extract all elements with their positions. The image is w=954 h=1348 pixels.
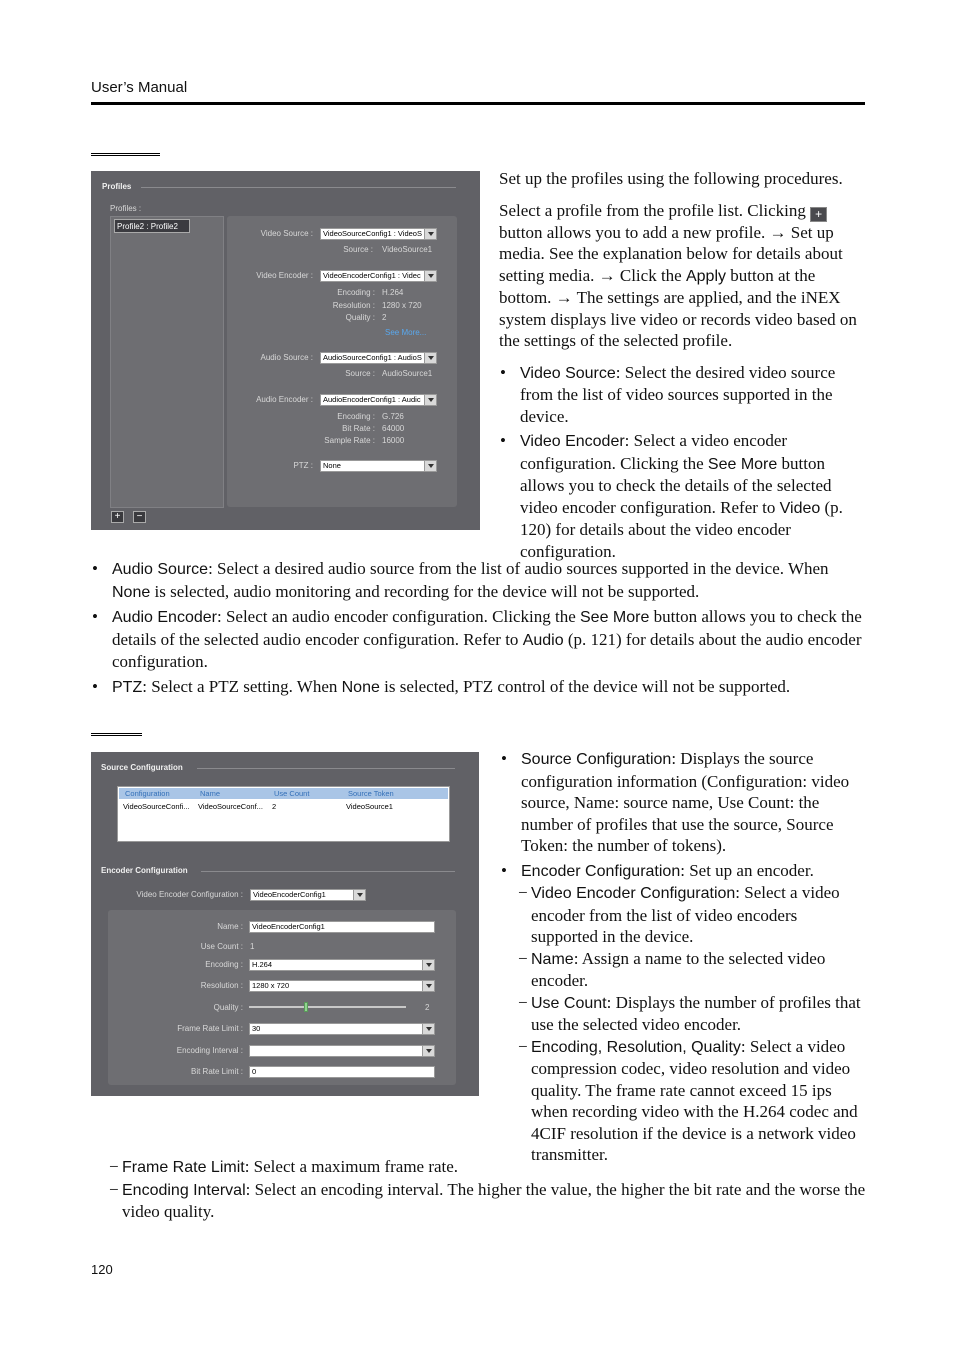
section2-full-subitems (111, 1156, 866, 1223)
profiles-list[interactable] (110, 216, 224, 508)
audio-encoding-label: Encoding : (337, 412, 375, 421)
sub-vec (520, 882, 866, 948)
bullet-video-source (499, 362, 867, 428)
quality-label: Quality : (345, 313, 375, 322)
chevron-down-icon (422, 981, 434, 991)
sub-name (520, 948, 866, 992)
chevron-down-icon (424, 395, 436, 405)
chevron-down-icon (422, 960, 434, 970)
profiles-title: Profiles (102, 182, 132, 191)
term-ei: Encoding Interval (122, 1181, 246, 1199)
chevron-down-icon (422, 1024, 434, 1034)
chevron-down-icon (424, 461, 436, 471)
quality-slider-thumb[interactable] (304, 1002, 308, 1012)
frl-select[interactable] (249, 1023, 435, 1035)
ei-select[interactable] (249, 1045, 435, 1057)
term-name: Name (531, 950, 574, 968)
header-title: User’s Manual (91, 79, 188, 96)
vec-value: VideoEncoderConfig1 (253, 890, 326, 899)
bitrate-label: Bit Rate Limit : (190, 1067, 243, 1076)
table-cell: 2 (272, 802, 277, 811)
desc-frl: : Select a maximum frame rate. (244, 1157, 459, 1176)
desc-audio-source-2: is selected, audio monitoring and recording for the device will not be supported. (154, 581, 700, 601)
header-rule (91, 102, 865, 105)
ei-label: Encoding Interval : (176, 1046, 243, 1055)
term-audio-encoder: Audio Encoder (112, 609, 217, 626)
video-encoder-value: VideoEncoderConfig1 : Videc (323, 271, 421, 280)
term-use-count: Use Count (531, 994, 607, 1012)
vec-label: Video Encoder Configuration : (136, 890, 243, 899)
bullet-encoder-config (500, 860, 866, 883)
audio-src-label: Source : (345, 369, 375, 378)
video-source-value: VideoSourceConfig1 : VideoS (323, 229, 422, 238)
see-more-link[interactable]: See More... (385, 328, 427, 337)
desc-audio-encoder-2: button allows you to check the details of the selected audio encoder configuration. Refer to (112, 607, 862, 649)
quality-value: 2 (425, 1003, 430, 1012)
table-row[interactable] (119, 802, 448, 813)
term-erq: Encoding, Resolution, Quality (531, 1038, 741, 1056)
bullet-audio-source (91, 558, 866, 603)
term-encoder-config: Encoder Configuration (521, 862, 681, 880)
source-config-table[interactable] (117, 786, 450, 842)
encoding-value: H.264 (252, 960, 273, 969)
vec-select[interactable] (250, 889, 366, 901)
audio-source-label: Audio Source : (260, 353, 313, 362)
resolution-label: Resolution : (332, 301, 375, 310)
video-encoder-label: Video Encoder : (256, 271, 313, 280)
profile-settings-panel (227, 216, 457, 507)
name-input[interactable]: VideoEncoderConfig1 (249, 921, 435, 933)
audio-src-value: AudioSource1 (382, 369, 433, 378)
quality-value: 2 (382, 313, 387, 322)
section1-full-bullets (91, 558, 866, 698)
none-ref: None (112, 583, 151, 601)
chevron-down-icon (422, 1046, 434, 1056)
desc-source-config: : Displays the source configuration information (Configuration: video source, Name: source name, Use Count: the number of profiles that use the source, Source Token: the number of tokens). (521, 749, 850, 855)
video-ref: Video (779, 499, 821, 517)
steps-part3: button at the bottom. → The settings are applied, and the iNEX system displays live video or records video based on the settings of the selected profile. (499, 265, 857, 350)
term-ptz: PTZ (112, 678, 143, 696)
frl-label: Frame Rate Limit : (177, 1024, 243, 1033)
desc-video-source: : Select the desired video source from the list of video sources supported in the device. (520, 362, 836, 426)
term-source-config: Source Configuration (521, 751, 672, 768)
divider (201, 871, 455, 872)
samplerate-value: 16000 (382, 436, 405, 445)
source-value: VideoSource1 (382, 245, 433, 254)
bullet-source-config (500, 748, 866, 857)
profile-list-item[interactable]: Profile2 : Profile2 (114, 219, 190, 233)
ptz-select[interactable] (320, 460, 437, 472)
chevron-down-icon (424, 229, 436, 239)
plus-icon: + (810, 207, 827, 222)
section-heading-mark (91, 153, 160, 156)
chevron-down-icon (424, 353, 436, 363)
ptz-value: None (323, 461, 341, 470)
table-header-cell: Use Count (274, 789, 310, 798)
video-config-screenshot (91, 752, 479, 1096)
desc-video-encoder-1: : Select a video encoder configuration. Clicking the (520, 431, 788, 473)
chevron-down-icon (353, 890, 365, 900)
usecount-value: 1 (250, 942, 255, 951)
profiles-screenshot (91, 171, 480, 530)
audio-encoder-value: AudioEncoderConfig1 : Audic (323, 395, 421, 404)
bitrate-label: Bit Rate : (342, 424, 375, 433)
samplerate-label: Sample Rate : (324, 436, 375, 445)
bitrate-value: 64000 (382, 424, 405, 433)
encoding-label: Encoding : (337, 288, 375, 297)
resolution-value: 1280 x 720 (252, 981, 290, 990)
source-config-title: Source Configuration (101, 763, 183, 772)
page-number: 120 (91, 1262, 113, 1277)
table-header-cell: Configuration (125, 789, 170, 798)
table-cell: VideoSourceConf... (198, 802, 263, 811)
none-ref: None (341, 678, 380, 696)
audio-encoding-value: G.726 (382, 412, 404, 421)
term-vec: Video Encoder Configuration (531, 885, 736, 902)
sub-erq (520, 1036, 866, 1166)
video-source-label: Video Source : (260, 229, 313, 238)
encoder-config-subitems (500, 882, 866, 1166)
ptz-label: PTZ : (293, 461, 313, 470)
desc-vec: : Select a video encoder from the list of video encoders supported in the device. (531, 883, 840, 946)
section1-right-text (499, 168, 867, 562)
desc-encoder-config: : Set up an encoder. (680, 860, 814, 880)
frl-value: 30 (252, 1024, 261, 1033)
audio-encoder-label: Audio Encoder : (256, 395, 313, 404)
audio-source-select[interactable] (320, 352, 437, 364)
quality-label: Quality : (213, 1003, 243, 1012)
see-more-ref: See More (580, 609, 650, 626)
sub-frl (111, 1156, 866, 1179)
name-label: Name : (217, 922, 243, 931)
table-header (119, 788, 448, 799)
bullet-audio-encoder (91, 606, 866, 673)
desc-audio-source-1: : Select a desired audio source from the list of audio sources supported in the device. When (208, 559, 829, 578)
encoder-config-title: Encoder Configuration (101, 866, 188, 875)
audio-encoder-select[interactable] (320, 394, 437, 406)
resolution-label: Resolution : (200, 981, 243, 990)
resolution-select[interactable] (249, 980, 435, 992)
desc-use-count: : Displays the number of profiles that use the selected video encoder. (531, 992, 861, 1034)
bitrate-input[interactable]: 0 (249, 1066, 435, 1078)
desc-audio-encoder-1: : Select an audio encoder configuration. Clicking the (216, 607, 576, 626)
add-profile-button[interactable]: + (111, 511, 124, 523)
encoding-label: Encoding : (205, 960, 243, 969)
desc-ptz-1: : Select a PTZ setting. When (142, 676, 338, 696)
desc-video-encoder-2: button allows you to check the details of the selected video encoder configuration. Refer to (520, 453, 832, 517)
desc-name: : Assign a name to the selected video encoder. (531, 948, 826, 990)
chevron-down-icon (424, 271, 436, 281)
steps-part1: Select a profile from the profile list. Clicking (499, 200, 806, 220)
term-video-encoder: Video Encoder (520, 433, 625, 450)
term-audio-source: Audio Source (112, 561, 209, 578)
source-label: Source : (343, 245, 373, 254)
desc-erq: : Select a video compression codec, video resolution and video quality. The frame rate cannot exceed 15 ips when recording video with the H.264 codec and 4CIF resolution if the device is a network video transmitter. (531, 1036, 858, 1164)
audio-ref: Audio (522, 631, 564, 649)
encoder-settings-panel (108, 910, 456, 1085)
table-cell: VideoSourceConfi... (123, 802, 190, 811)
video-source-select[interactable] (320, 228, 437, 240)
quality-slider-track[interactable] (249, 1006, 406, 1008)
video-encoder-select[interactable] (320, 270, 437, 282)
desc-ei: : Select an encoding interval. The higher the value, the higher the bit rate and the worse the video quality. (122, 1179, 866, 1221)
sub-ei (111, 1179, 866, 1223)
usecount-label: Use Count : (200, 942, 243, 951)
desc-ptz-2: is selected, PTZ control of the device will not be supported. (384, 676, 791, 696)
desc-audio-encoder-3: (p. 121) for details about the audio encoder configuration. (112, 629, 862, 671)
term-video-source: Video Source (520, 364, 616, 382)
resolution-value: 1280 x 720 (382, 301, 422, 310)
steps-part2: button allows you to add a new profile. → Set up media. See the explanation below for details about setting media. → Click the (499, 222, 843, 285)
profiles-list-label: Profiles : (110, 204, 142, 213)
intro-paragraph: Set up the profiles using the following procedures. (499, 169, 843, 188)
table-cell: VideoSource1 (346, 802, 393, 811)
term-frl: Frame Rate Limit (122, 1159, 245, 1176)
table-header-cell: Name (200, 789, 221, 798)
audio-source-value: AudioSourceConfig1 : AudioS (323, 353, 422, 362)
section2-right-text (500, 748, 866, 1166)
remove-profile-button[interactable]: − (133, 511, 146, 523)
table-header-cell: Source Token (348, 789, 394, 798)
divider (141, 187, 456, 188)
bullet-video-encoder (499, 430, 867, 562)
encoding-value: H.264 (382, 288, 404, 297)
bullet-ptz (91, 676, 866, 699)
encoding-select[interactable] (249, 959, 435, 971)
steps-paragraph (499, 200, 867, 352)
section-heading-mark (91, 733, 142, 736)
divider (197, 768, 455, 769)
sub-use-count (520, 992, 866, 1036)
apply-button-ref: Apply (685, 267, 726, 285)
desc-video-encoder-3: (p. 120) for details about the video encoder configuration. (520, 497, 843, 561)
see-more-ref: See More (707, 455, 778, 473)
